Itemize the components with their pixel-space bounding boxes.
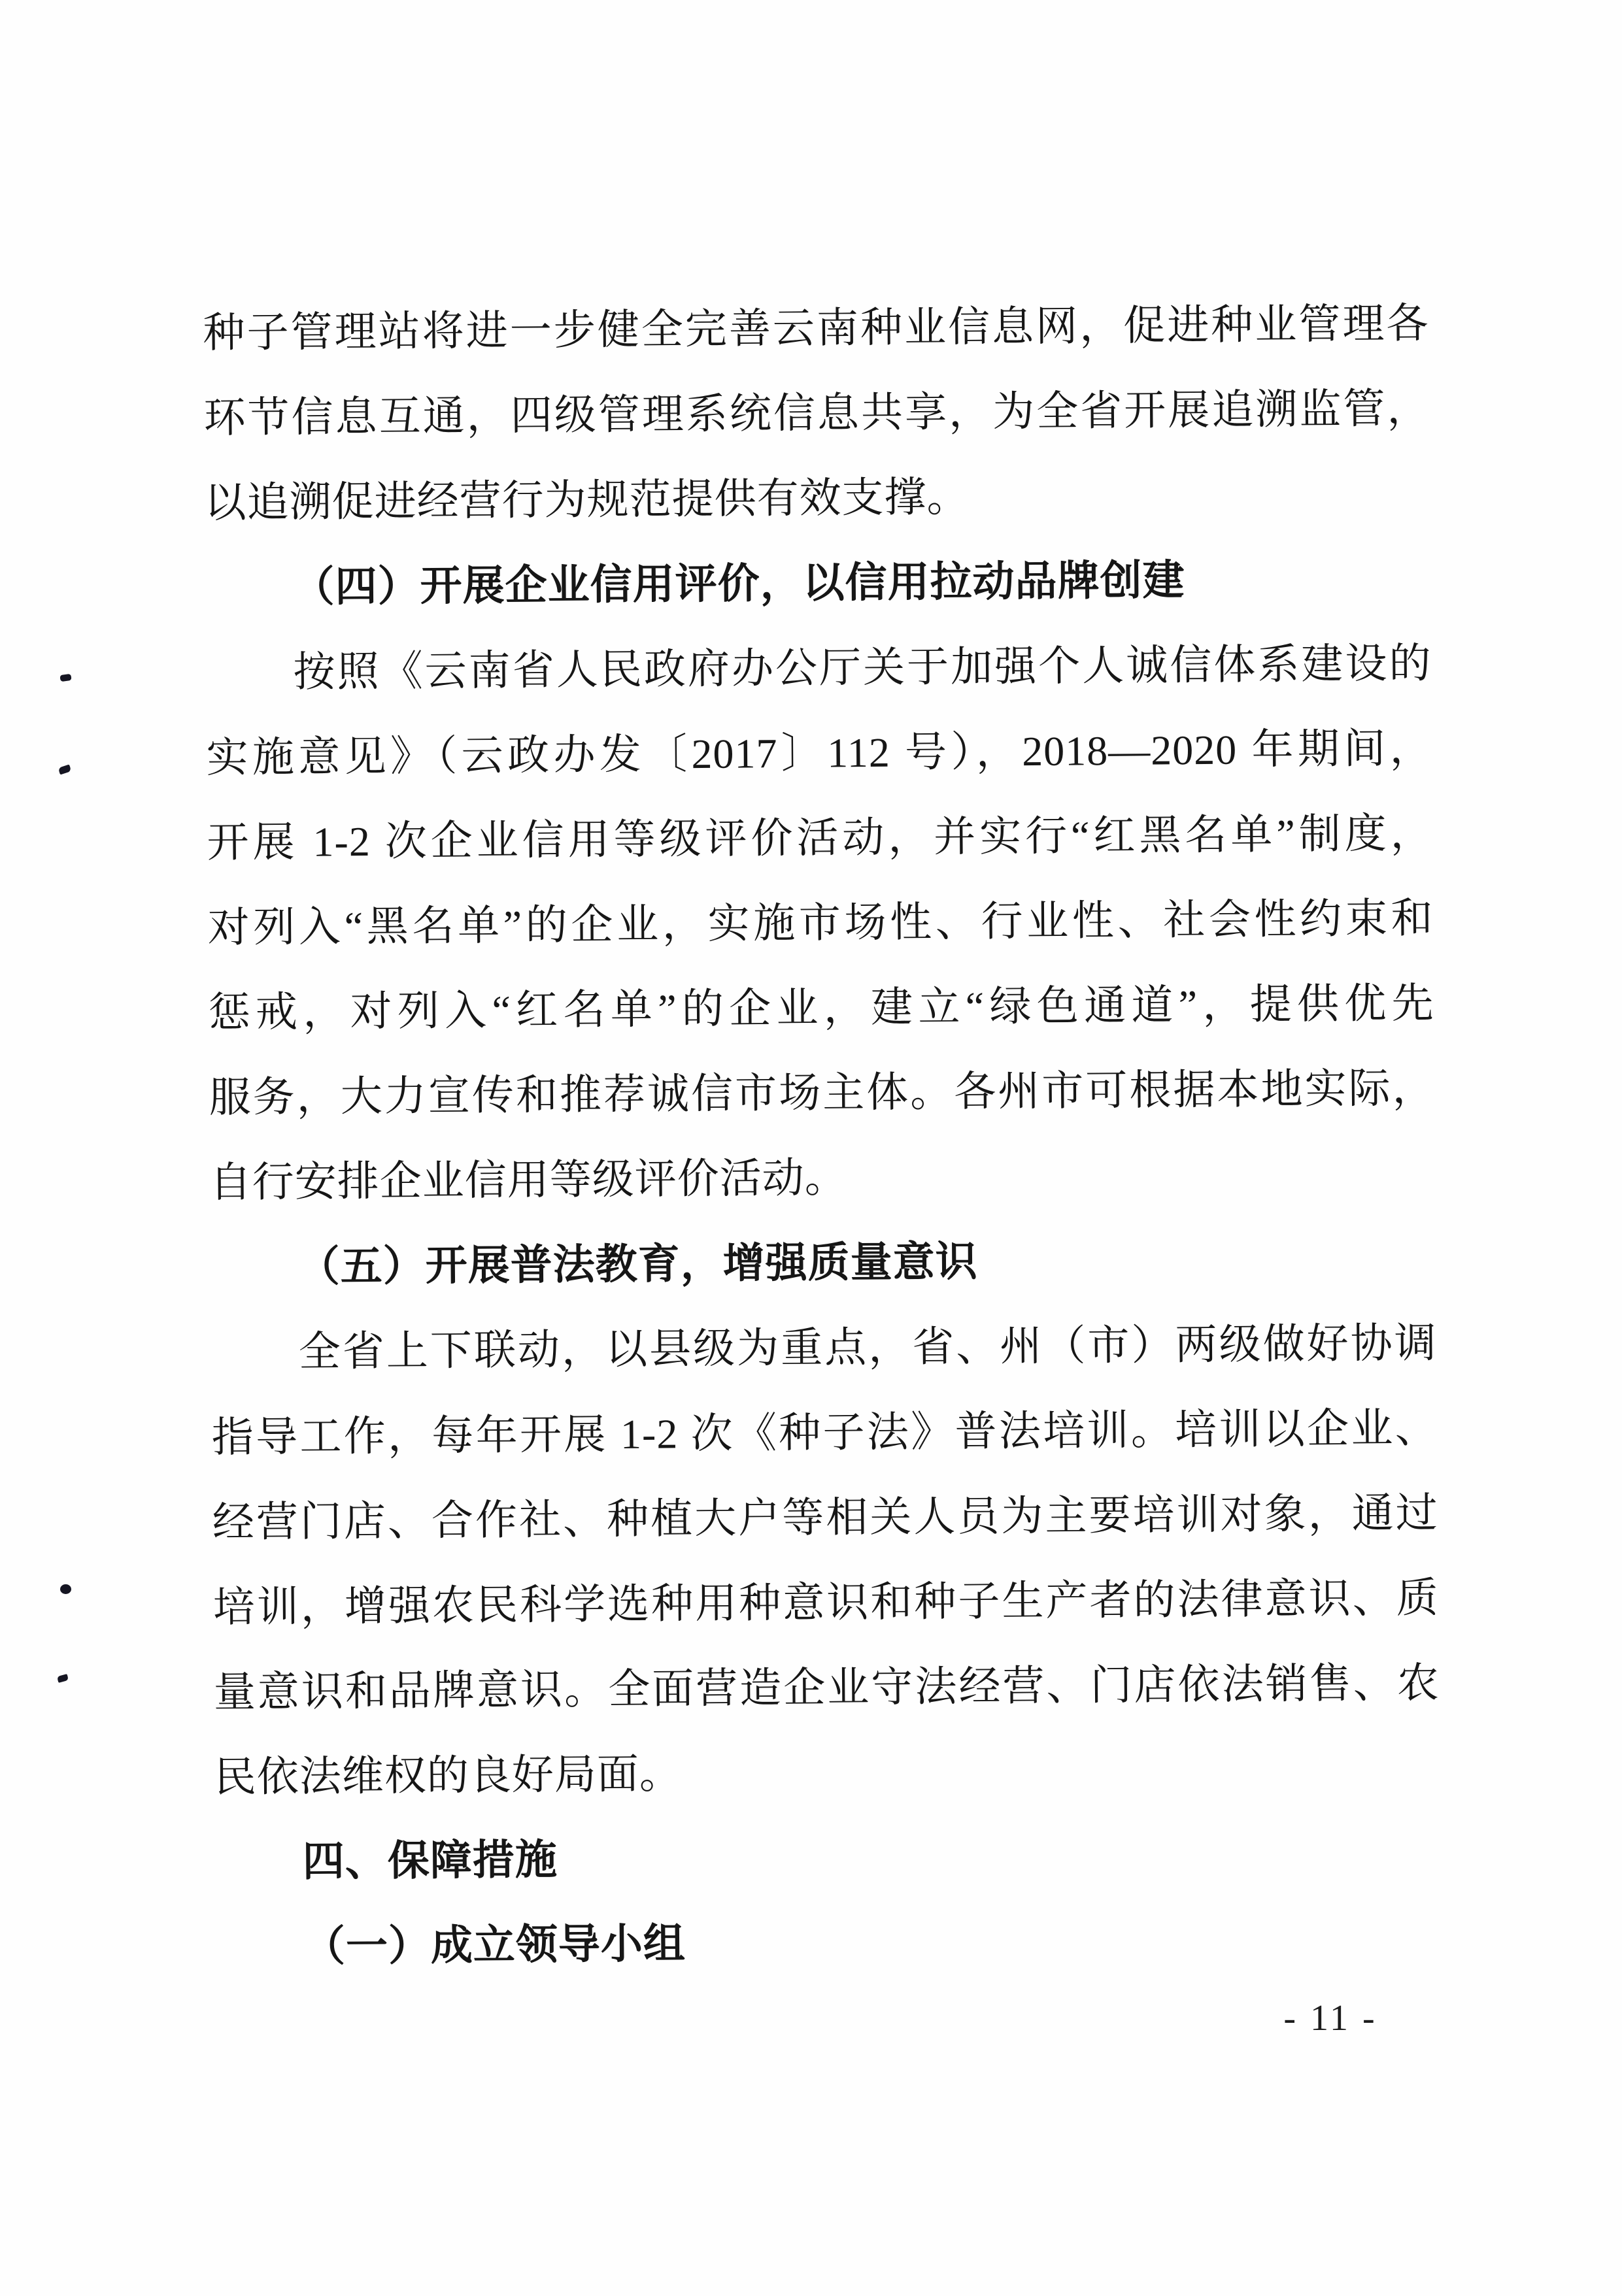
text-line: 量意识和品牌意识。全面营造企业守法经营、门店依法销售、农 (213, 1659, 1440, 1716)
text-line: 民依法维权的良好局面。 (214, 1750, 683, 1801)
page-number: - 11 - (1283, 1998, 1377, 2038)
text-line: 自行安排企业信用等级评价活动。 (209, 1154, 847, 1206)
text-line: 经营门店、合作社、种植大户等相关人员为主要培训对象，通过 (212, 1489, 1439, 1546)
section-heading-leading-group: （一）成立领导小组 (303, 1920, 686, 1970)
text-line: 实施意见》（云政办发〔2017〕112 号），2018—2020 年期间， (206, 725, 1432, 781)
section-heading-law-education: （五）开展普法教育，增强质量意识 (297, 1238, 978, 1290)
ink-speck (58, 764, 72, 774)
section-heading-safeguard-measures: 四、保障措施 (302, 1836, 558, 1885)
text-line: 开展 1-2 次企业信用等级评价活动，并实行“红黑名单”制度， (207, 810, 1433, 866)
text-line: 以追溯促进经营行为规范提供有效支撑。 (204, 473, 970, 526)
text-line: 种子管理站将进一步健全完善云南种业信息网，促进种业管理各 (203, 300, 1429, 356)
text-line: 指导工作，每年开展 1-2 次《种子法》普法培训。培训以企业、 (211, 1405, 1438, 1461)
text-line: 对列入“黑名单”的企业，实施市场性、行业性、社会性约束和 (207, 895, 1434, 951)
ink-speck (57, 1674, 69, 1683)
text-line: 培训，增强农民科学选种用种意识和种子生产者的法律意识、质 (212, 1574, 1440, 1631)
ink-speck (59, 674, 71, 682)
text-line: 按照《云南省人民政府办公厅关于加强个人诚信体系建设的 (293, 640, 1432, 695)
text-line: 服务，大力宣传和推荐诚信市场主体。各州市可根据本地实际， (209, 1065, 1435, 1121)
text-line: 惩戒，对列入“红名单”的企业，建立“绿色通道”，提供优先 (208, 980, 1434, 1036)
document-text-block (203, 281, 1442, 1990)
text-line: 环节信息互通，四级管理系统信息共享，为全省开展追溯监管， (203, 385, 1430, 441)
section-heading-credit: （四）开展企业信用评价，以信用拉动品牌创建 (292, 557, 1185, 610)
ink-speck (60, 1584, 71, 1594)
text-line: 全省上下联动，以县级为重点，省、州（市）两级做好协调 (298, 1320, 1437, 1375)
